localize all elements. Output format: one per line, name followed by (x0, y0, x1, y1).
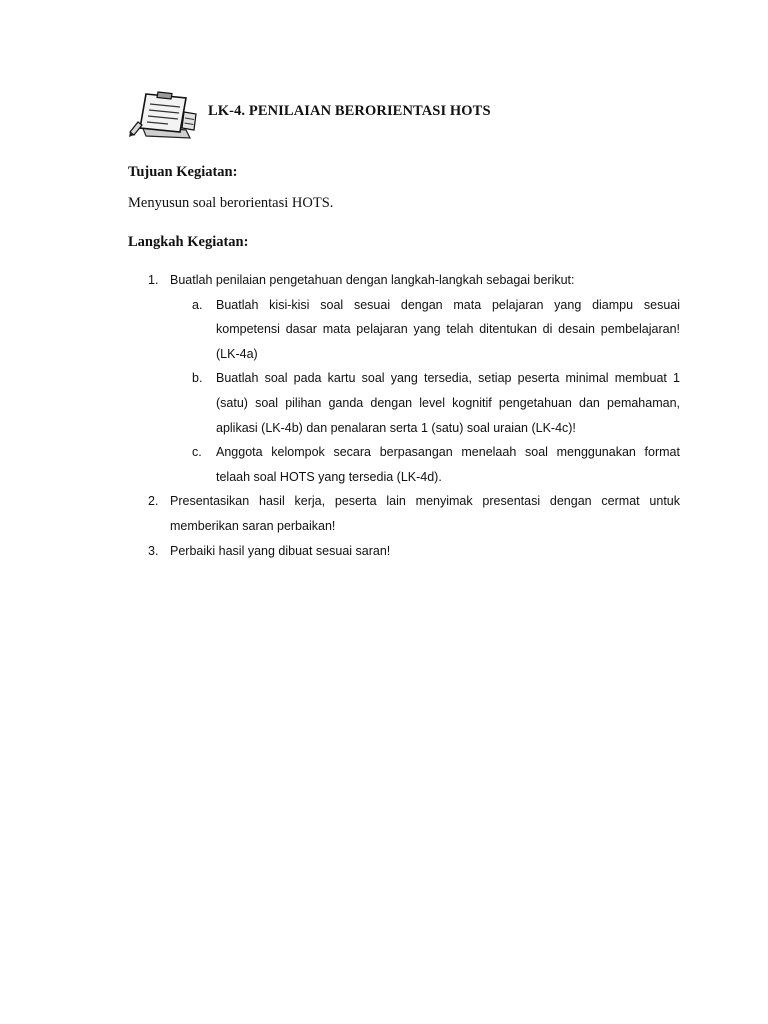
steps-heading: Langkah Kegiatan: (128, 234, 249, 250)
objective-heading: Tujuan Kegiatan: (128, 164, 238, 180)
sub-step-text: Buatlah kisi-kisi soal sesuai dengan mata pelajaran yang diampu sesuai kompetensi dasar mata pelajaran yang telah ditentukan di desain pembelajaran! (LK-4a) (216, 297, 680, 361)
worksheet-header (128, 86, 688, 146)
step-item (128, 489, 680, 538)
sub-step-text: Buatlah soal pada kartu soal yang tersedia, setiap peserta minimal membuat 1 (satu) soal pilihan ganda dengan level kognitif pengetahuan dan pemahaman, aplikasi (LK-4b) dan penalaran serta 1 (satu) soal uraian (LK-4c)! (216, 371, 680, 435)
sub-step-letter: b. (192, 371, 203, 386)
step-number: 1. (148, 273, 159, 287)
sub-step-letter: c. (192, 445, 202, 460)
steps-list (128, 268, 680, 563)
step-number: 2. (148, 494, 159, 509)
step-text: Buatlah penilaian pengetahuan dengan langkah-langkah sebagai berikut: (170, 273, 575, 287)
sub-step-letter: a. (192, 297, 203, 312)
step-item (128, 539, 680, 564)
worksheet-title: LK-4. PENILAIAN BERORIENTASI HOTS (208, 103, 491, 119)
sub-step-text: Anggota kelompok secara berpasangan menelaah soal menggunakan format telaah soal HOTS yang tersedia (LK-4d). (216, 445, 680, 484)
step-text: Perbaiki hasil yang dibuat sesuai saran! (170, 543, 391, 558)
objective-text: Menyusun soal berorientasi HOTS. (128, 195, 334, 211)
step-number: 3. (148, 543, 159, 558)
step-item (128, 268, 680, 489)
step-text: Presentasikan hasil kerja, peserta lain menyimak presentasi dengan cermat untuk memberikan saran perbaikan! (170, 494, 680, 533)
sub-step-list (170, 293, 680, 490)
worksheet-clipboard-icon (128, 86, 200, 142)
sub-step-item (170, 366, 680, 440)
sub-step-item (170, 440, 680, 489)
sub-step-item (170, 293, 680, 367)
